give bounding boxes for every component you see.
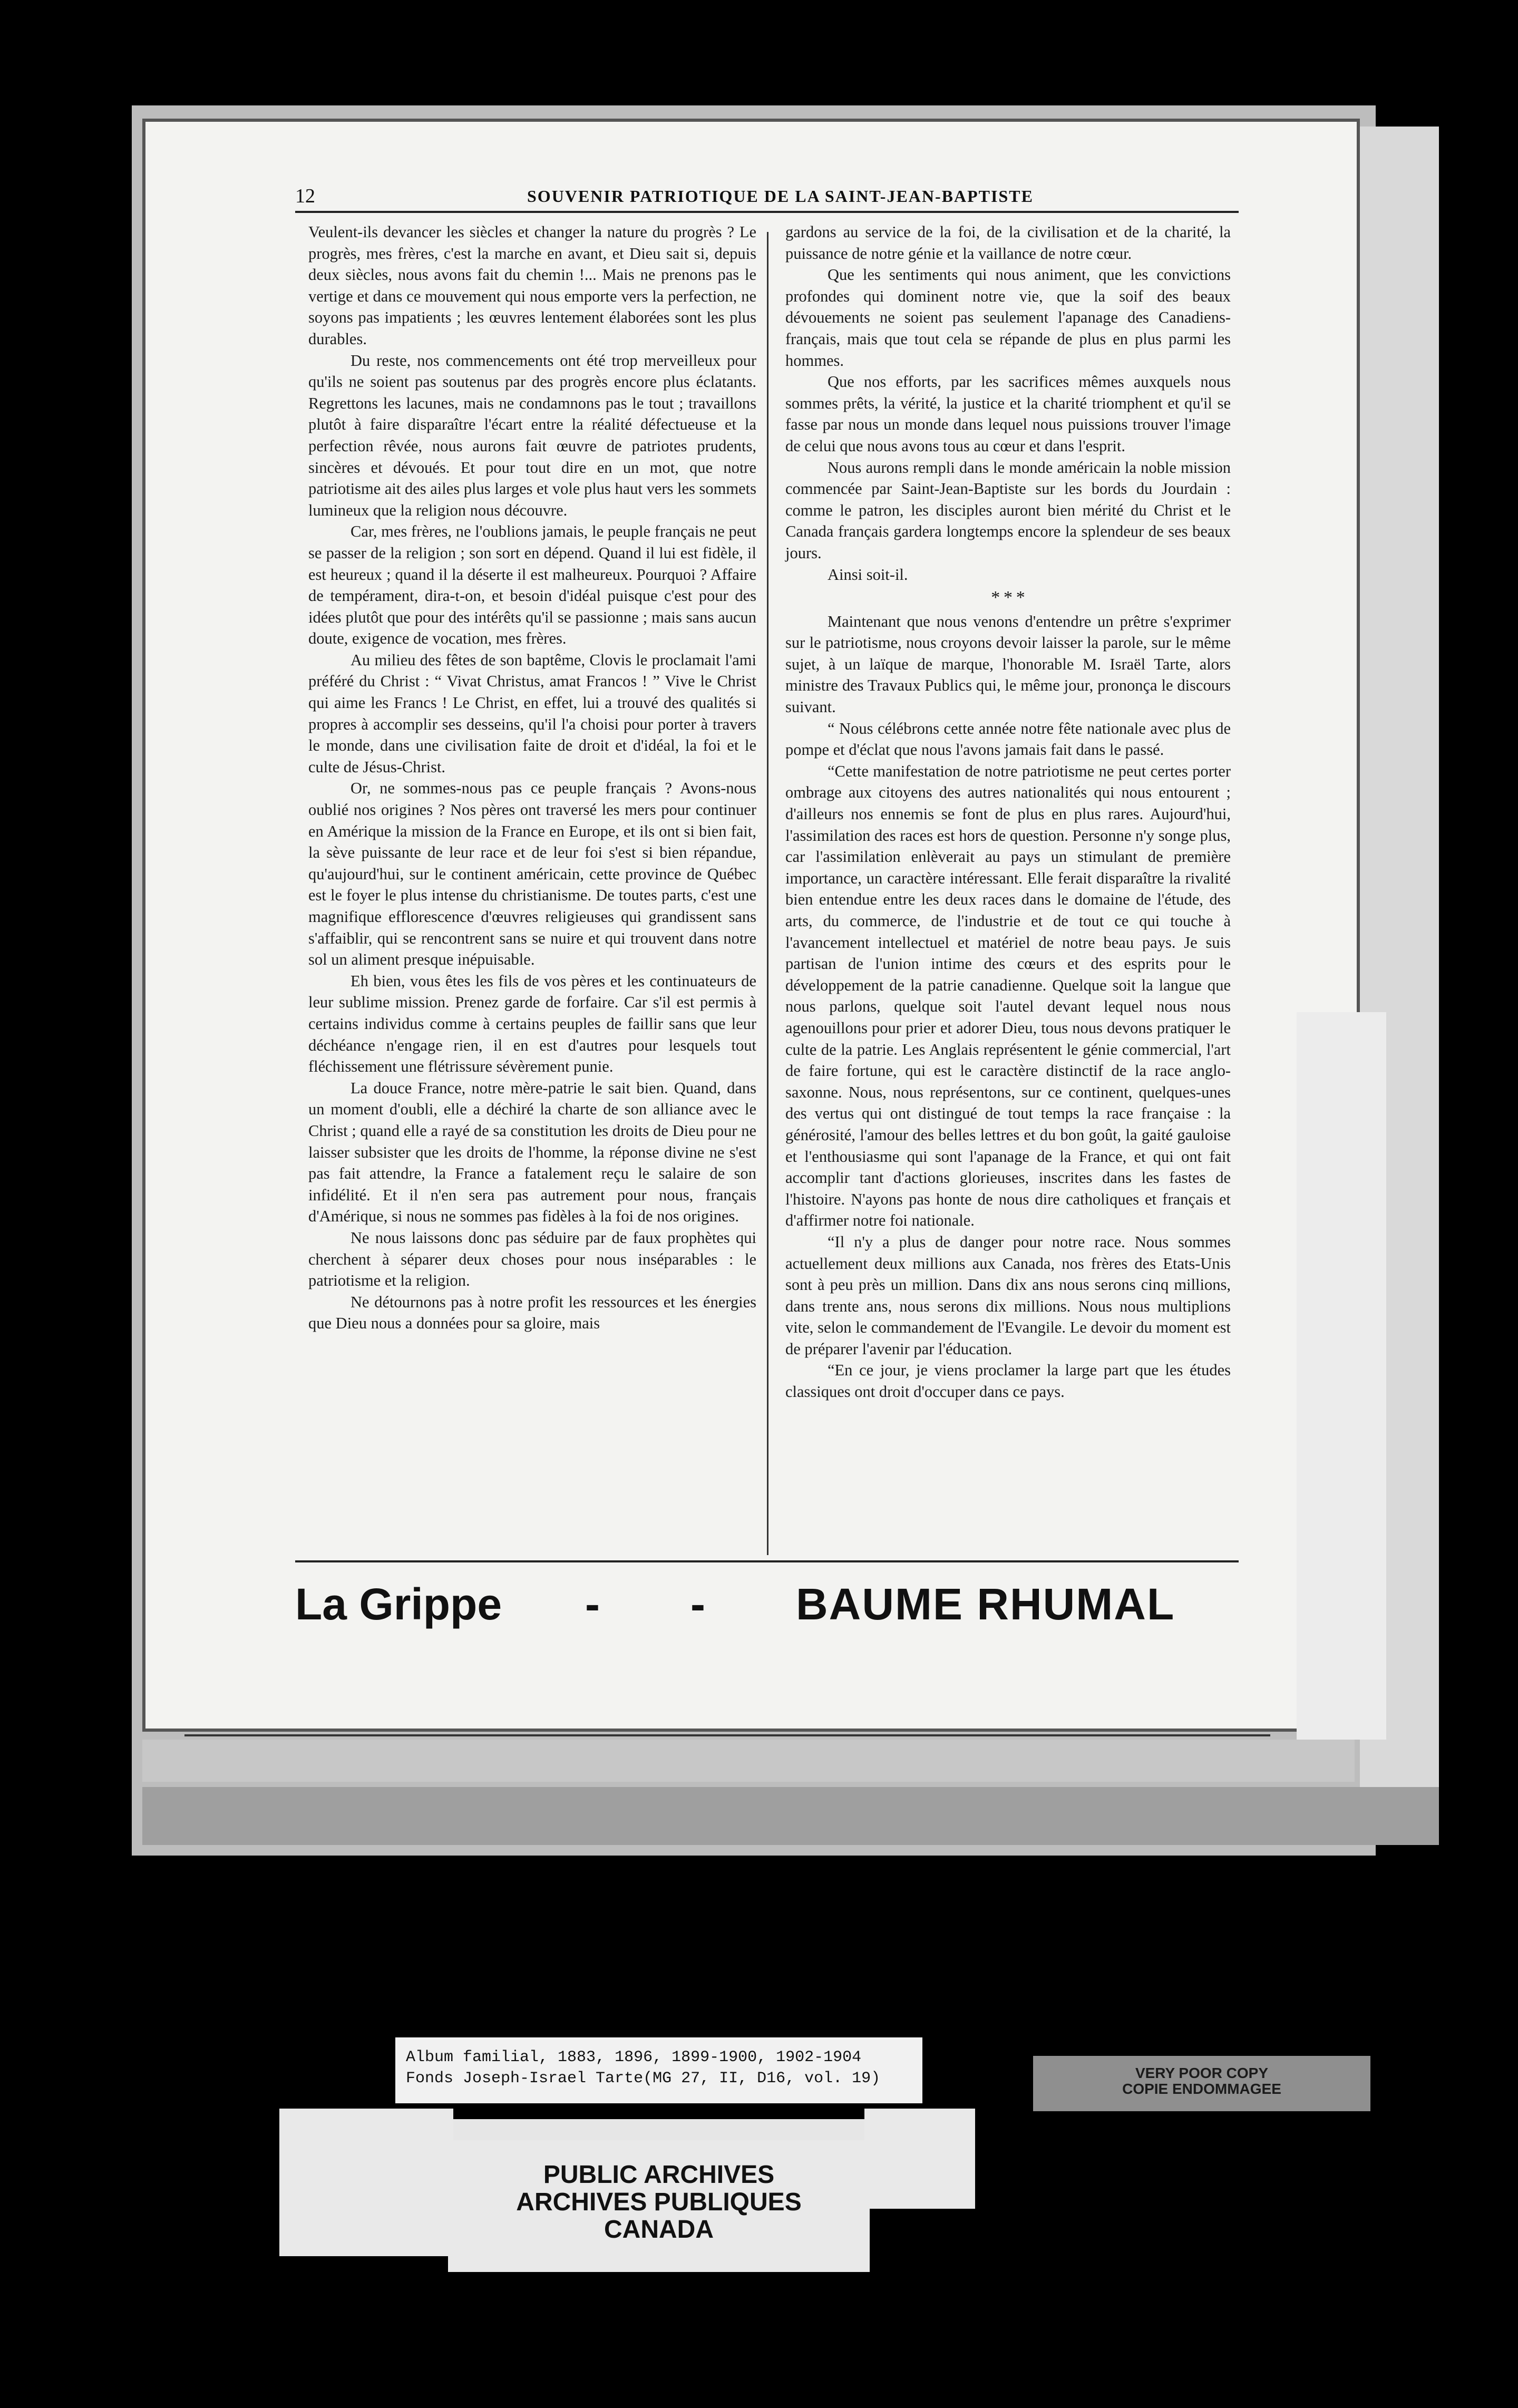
public-archives-stamp: [448, 2140, 870, 2272]
archives-country: CANADA: [604, 2216, 714, 2244]
paragraph: Eh bien, vous êtes les fils de vos pères et les continuateurs de leur sublime mission. Prenez garde de forfaire. Car s'il est permis à certains individus comme à certains peuples de faillir sans que leur déchéance n'engage rien, il en est d'autres pour lesquels tout fléchissement une flétrissure sévèrement punie.: [308, 972, 756, 1076]
album-reference-label: [395, 2037, 922, 2103]
album-line: Album familial, 1883, 1896, 1899-1900, 1902-1904: [406, 2048, 862, 2066]
page-overlap-right: [1297, 1012, 1386, 1740]
archives-en: PUBLIC ARCHIVES: [543, 2161, 775, 2189]
poor-copy-stamp: [1033, 2056, 1370, 2111]
paragraph: Du reste, nos commencements ont été trop merveilleux pour qu'ils ne soient pas soutenus par des progrès encore plus éclatants. Regrettons les lacunes, mais ne condamnons pas le tout ; travaillons plutôt à faire disparaître l'écart entre la réalité défectueuse et la perfection rêvée, nous aurons fait œuvre de patriotes prudents, sincères et dévoués. Et pour tout dire en un mot, que notre patriotisme ait des ailes plus larges et vole plus haut vers les sommets lumineux que la religion nous découvre.: [308, 351, 756, 519]
paragraph: Maintenant que nous venons d'entendre un prêtre s'exprimer sur le patriotisme, nous croyons devoir laisser la parole, sur le même sujet, à un laïque de marque, l'honorable M. Israël Tarte, alors ministre des Travaux Publics qui, le même jour, prononça le discours suivant.: [785, 612, 1231, 716]
ad-dash: -: [690, 1579, 705, 1629]
archives-label-tab-right: [864, 2109, 975, 2209]
paragraph: “Cette manifestation de notre patriotisme ne peut certes porter ombrage aux citoyens des autres nationalités qui nous entourent ; d'ailleurs nos ennemis se font de plus en plus rares. Aujourd'hui, l'assimilation des races est hors de question. Personne n'y songe plus, car l'assimilation enlèverait au pays un stimulant de première importance, un caractère intéressant. Elle ferait disparaître la rivalité bien entendue entre les deux races dans le domaine de l'étude, des arts, du commerce, de l'industrie et de tout ce qui touche à l'avancement intellectuel et matériel de notre beau pays. Je suis partisan de l'union intime des cœurs et des esprits pour le développement de la patrie canadienne. Quelque soit la langue que nous parlons, quelque soit l'autel devant lequel nous nous agenouillons pour prier et adorer Dieu, tous nous devons pratiquer le culte de la patrie. Les Anglais représentent le génie commercial, l'art de faire fortune, qui est le caractère distinctif de la race anglo-saxonne. Nous, nous représentons, sur ce continent, quelques-unes des vertus qui ont distingué de tout temps la race française : la générosité, l'amour des belles lettres et du bon goût, la gaité gauloise et l'enthousiasme qui sont l'apanage de la France, et qui ont fait accomplir tant d'actions glorieuses, inscrites dans les fastes de l'histoire. N'ayons pas honte de nous dire catholiques et français et d'affirmer notre foi nationale.: [785, 762, 1231, 1230]
right-column: [785, 221, 1231, 1539]
poor-copy-fr: COPIE ENDOMMAGEE: [1122, 2081, 1281, 2097]
paragraph: “Il n'y a plus de danger pour notre race. Nous sommes actuellement deux millions aux Canada, nos frères des Etats-Unis sont à peu près un million. Dans dix ans nous serons cinq millions, dans trente ans, nous serons dix millions. Nous nous multiplions vite, selon le commandement de l'Evangile. Le devoir du moment est de préparer l'avenir par l'éducation.: [785, 1232, 1231, 1358]
ad-la-grippe: La Grippe: [295, 1579, 502, 1629]
paragraph: Or, ne sommes-nous pas ce peuple français ? Avons-nous oublié nos origines ? Nos pères ont traversé les mers pour continuer en Amérique la mission de la France en Europe, et ils ont si bien fait, la sève puissante de leur race et de leur foi s'est si bien répandue, qu'aujourd'hui, sur le continent américain, cette province de Québec est le foyer le plus intense du christianisme. De toutes parts, c'est une magnifique efflorescence d'œuvres religieuses qui grandissent sans s'affaiblir, qui se rencontrent sans se nuire et qui trouvent dans notre sol un aliment presque inépuisable.: [308, 779, 756, 969]
page-fold-lower: [142, 1740, 1355, 1782]
paragraph: La douce France, notre mère-patrie le sait bien. Quand, dans un moment d'oubli, elle a déchiré la charte de son alliance avec le Christ ; quand elle a rayé de sa constitution les droits de Dieu pour ne laisser subsister que les droits de l'homme, la réponse divine ne s'est pas fait attendre, la France a fatalement reçu le salaire de son infidélité. Et il n'en sera pas autrement pour nous, français d'Amérique, si nous ne sommes pas fidèles à la foi de nos origines.: [308, 1079, 756, 1226]
archives-fr: ARCHIVES PUBLIQUES: [516, 2188, 802, 2216]
fonds-line: Fonds Joseph-Israel Tarte(MG 27, II, D16, vol. 19): [406, 2070, 881, 2087]
column-divider: [767, 232, 768, 1555]
page-number: 12: [295, 185, 315, 207]
paragraph: Ne nous laissons donc pas séduire par de faux prophètes qui cherchent à séparer deux choses pour nous inséparables : le patriotisme et la religion.: [308, 1228, 756, 1290]
paragraph: “En ce jour, je viens proclamer la large part que les études classiques ont droit d'occuper dans ce pays.: [785, 1361, 1231, 1401]
paragraph: “ Nous célébrons cette année notre fête nationale avec plus de pompe et d'éclat que nous l'avons jamais fait dans le passé.: [785, 719, 1231, 759]
publication-title: SOUVENIR PATRIOTIQUE DE LA SAINT-JEAN-BAPTISTE: [527, 187, 1034, 206]
paragraph: Car, mes frères, ne l'oublions jamais, le peuple français ne peut se passer de la religion ; son sort en dépend. Quand il lui est fidèle, il est heureux ; quand il la déserte il est malheureux. Pourquoi ? Affaire de tempérament, dira-t-on, et besoin d'idéal puisque c'est pour des idées plutôt que pour des intérêts qu'il se passionne ; mais sans aucun doute, exigence de vocation, mes frères.: [308, 522, 756, 648]
paragraph: Nous aurons rempli dans le monde américain la noble mission commencée par Saint-Jean-Baptiste sur les bords du Jourdain : comme le patron, les disciples auront bien mérité du Christ et le Canada français gardera longtemps encore la splendeur de ses beaux jours.: [785, 458, 1231, 562]
page-footer-rule: [184, 1734, 1270, 1736]
ad-dash: -: [585, 1579, 600, 1629]
left-column: [308, 221, 756, 1539]
paragraph: Ainsi soit-il.: [828, 565, 908, 584]
page-header: [295, 185, 1233, 209]
header-rule: [295, 211, 1239, 213]
paragraph: Que nos efforts, par les sacrifices mêmes auxquels nous sommes prêts, la vérité, la justice et la charité triomphent et qu'il se fasse par nous un monde dans lequel nous puissions trouver l'image de celui que nous avons tous au cœur et dans l'esprit.: [785, 373, 1231, 455]
ad-baume-rhumal: BAUME RHUMAL: [796, 1579, 1175, 1629]
asterism-separator: * * *: [991, 588, 1025, 608]
paragraph: Que les sentiments qui nous animent, que les convictions profondes qui dominent notre vie, que la soif des beaux dévouements ne soient pas seulement l'apanage des Canadiens-français, mais que tout cela se répande de plus en plus parmi les hommes.: [785, 266, 1231, 370]
paragraph: Au milieu des fêtes de son baptême, Clovis le proclamait l'ami préféré du Christ : “ Vivat Christus, amat Francos ! ” Vive le Christ qui aime les Francs ! Le Christ, en effet, lui a trouvé des qualités si propres à accomplir ses desseins, qu'il l'a choisi pour porter à travers le monde, dans une civilisation faite de droit et d'idéal, la foi et le culte de Jésus-Christ.: [308, 650, 756, 776]
paragraph: gardons au service de la foi, de la civilisation et de la charité, la puissance de notre génie et la vaillance de notre cœur.: [785, 223, 1231, 263]
page-fold-bottom: [142, 1787, 1439, 1845]
archives-label-tab-left: [279, 2109, 453, 2256]
content-bottom-rule: [295, 1560, 1239, 1562]
poor-copy-en: VERY POOR COPY: [1135, 2065, 1269, 2081]
paragraph: Ne détournons pas à notre profit les ressources et les énergies que Dieu nous a données pour sa gloire, mais: [308, 1293, 756, 1333]
paragraph: Veulent-ils devancer les siècles et changer la nature du progrès ? Le progrès, mes frères, c'est la marche en avant, et Dieu sait si, depuis deux siècles, nous avons fait du chemin !... Mais ne prenons pas le vertige et dans ce mouvement qui nous emporte vers la perfection, ne soyons pas impatients ; les œuvres lentement élaborées sont les plus durables.: [308, 223, 756, 348]
